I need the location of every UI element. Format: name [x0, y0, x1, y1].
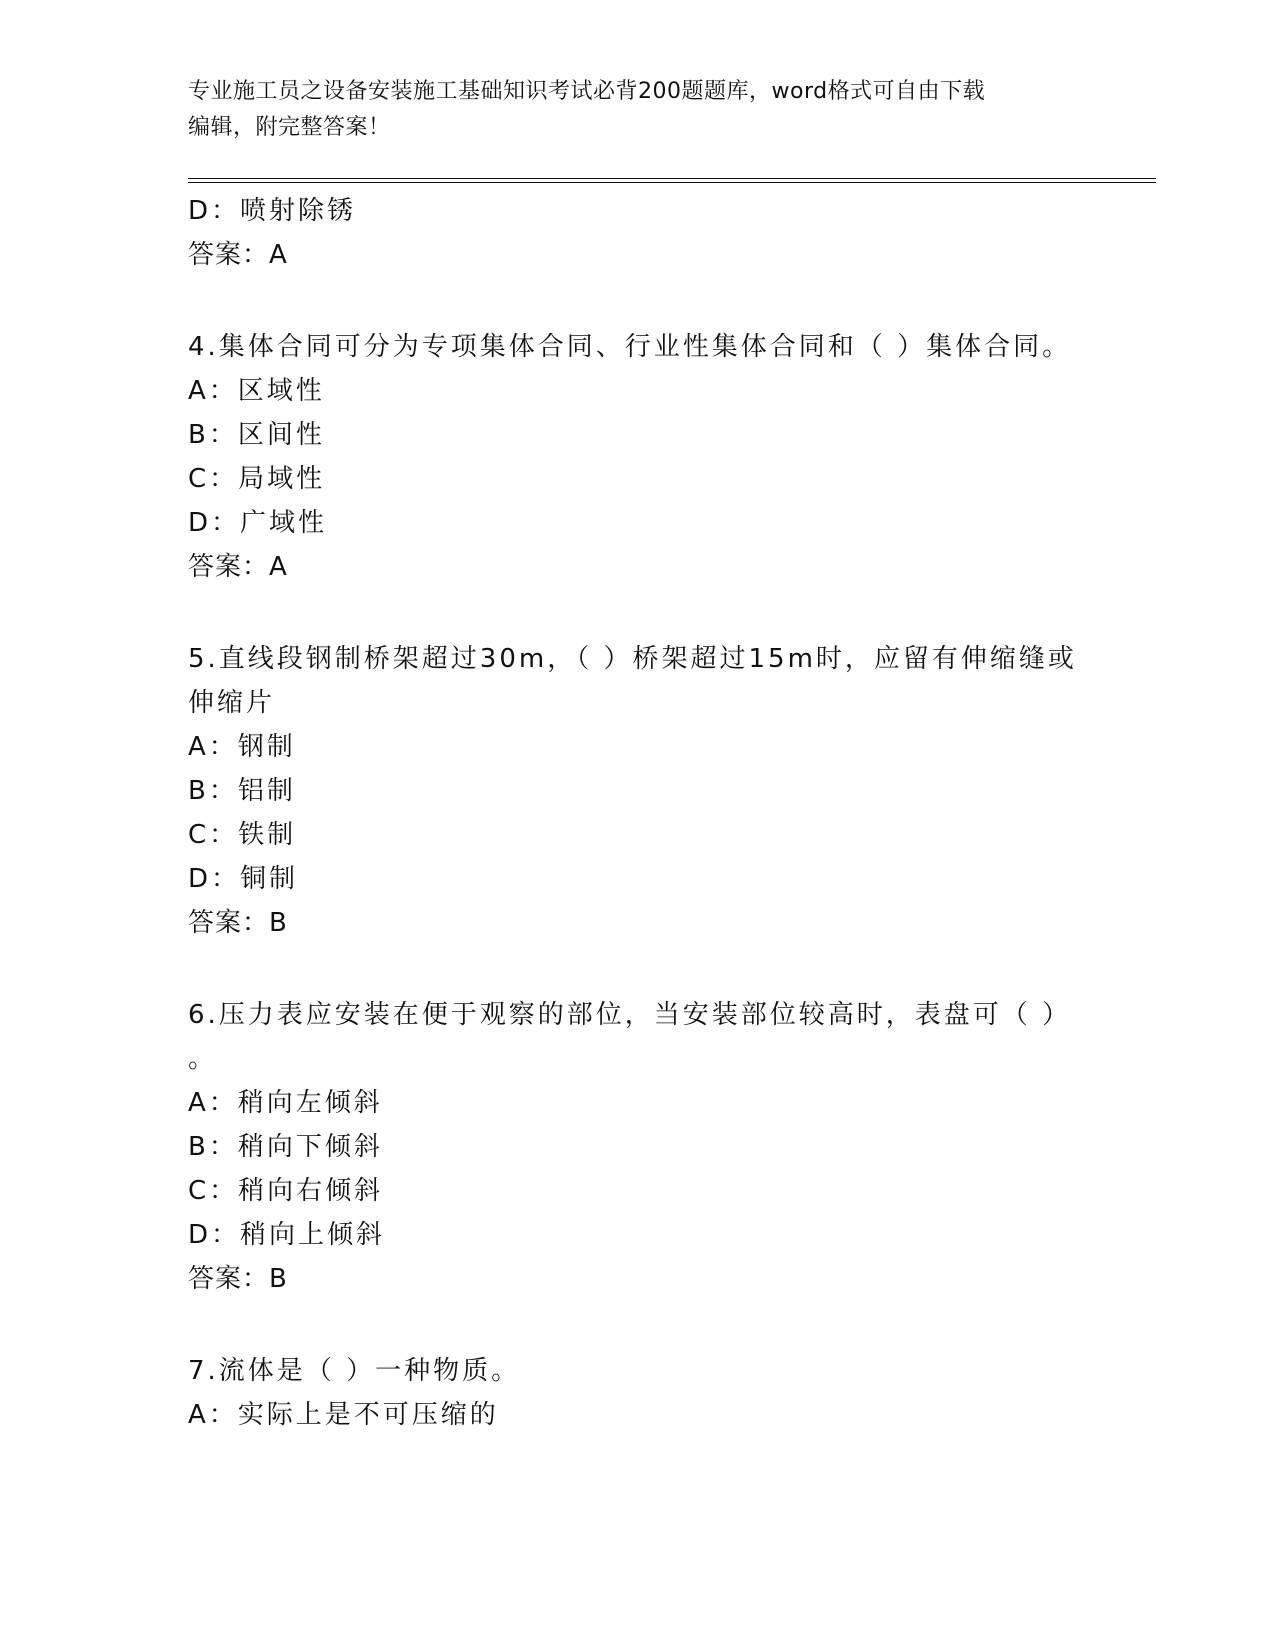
question-4: 4.集体合同可分为专项集体合同、行业性集体合同和（ ）集体合同。 — [188, 332, 1072, 362]
option-line: C：铁制 — [188, 820, 297, 850]
option-line: D：喷射除锈 — [188, 196, 357, 226]
option-line: B：铝制 — [188, 776, 296, 806]
header-title-line-1: 专业施工员之设备安装施工基础知识考试必背200题题库，word格式可自由下载 — [188, 79, 986, 104]
option-line: A：实际上是不可压缩的 — [188, 1400, 499, 1430]
option-line: D：广域性 — [188, 508, 328, 538]
answer-line: 答案：A — [188, 240, 288, 270]
option-line: D：铜制 — [188, 864, 299, 894]
header-divider-top — [188, 178, 1156, 179]
question-6: 6.压力表应安装在便于观察的部位，当安装部位较高时，表盘可（ ） — [188, 1000, 1072, 1030]
option-line: A：钢制 — [188, 732, 296, 762]
option-line: A：稍向左倾斜 — [188, 1088, 383, 1118]
question-5-continued: 伸缩片 — [188, 688, 276, 718]
document-header — [188, 74, 1088, 146]
header-title-line-2: 编辑，附完整答案！ — [188, 115, 391, 140]
option-line: A：区域性 — [188, 376, 325, 406]
answer-line: 答案：A — [188, 552, 288, 582]
option-line: B：区间性 — [188, 420, 325, 450]
option-line: C：稍向右倾斜 — [188, 1176, 384, 1206]
question-7: 7.流体是（ ）一种物质。 — [188, 1356, 521, 1386]
question-6-continued: 。 — [188, 1044, 218, 1074]
answer-line: 答案：B — [188, 908, 288, 938]
option-line: D：稍向上倾斜 — [188, 1220, 386, 1250]
option-line: C：局域性 — [188, 464, 326, 494]
answer-line: 答案：B — [188, 1264, 288, 1294]
question-5: 5.直线段钢制桥架超过30m，（ ）桥架超过15m时，应留有伸缩缝或 — [188, 644, 1077, 674]
header-divider-bottom — [188, 182, 1156, 183]
option-line: B：稍向下倾斜 — [188, 1132, 383, 1162]
